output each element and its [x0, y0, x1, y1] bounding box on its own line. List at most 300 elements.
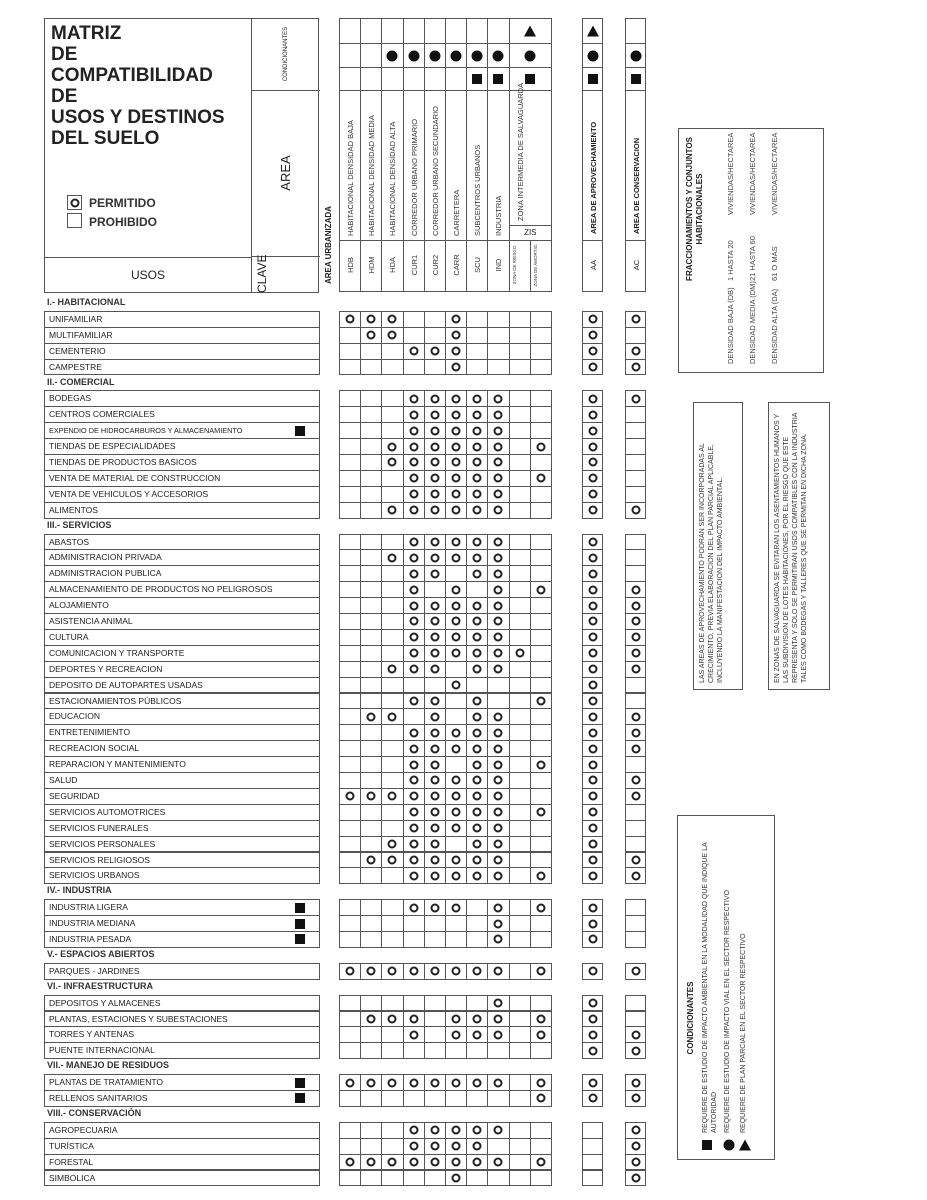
matrix-cell: [360, 597, 382, 614]
matrix-cell: [487, 359, 509, 376]
permitted-icon: [409, 1126, 418, 1135]
permitted-icon: [452, 744, 461, 753]
matrix-cell: [509, 629, 531, 646]
use-label: [44, 1074, 320, 1091]
matrix-cell: [466, 931, 488, 948]
use-label-text: TIENDAS DE ESPECIALIDADES: [49, 441, 176, 452]
matrix-cell: [403, 422, 425, 439]
matrix-cell: [487, 867, 509, 884]
table-row: [0, 406, 660, 423]
use-label-text: ALOJAMIENTO: [49, 600, 109, 611]
matrix-cell: [530, 740, 552, 757]
matrix-cell: [445, 390, 467, 407]
matrix-cell: [530, 343, 552, 360]
matrix-cell: [466, 995, 488, 1012]
permitted-icon: [588, 744, 597, 753]
permitted-icon: [388, 1014, 397, 1023]
permitted-icon: [494, 569, 503, 578]
use-label-text: EDUCACION: [49, 711, 101, 722]
matrix-cell: [381, 343, 403, 360]
ac-cell: [625, 1026, 646, 1043]
matrix-cell: [487, 995, 509, 1012]
ac-cell: [625, 1011, 646, 1028]
permitted-icon: [452, 776, 461, 785]
matrix-cell: [530, 502, 552, 519]
permitted-icon: [452, 394, 461, 403]
matrix-cell: [403, 931, 425, 948]
table-row: [0, 995, 660, 1012]
matrix-cell: [530, 661, 552, 678]
ac-cell: [625, 661, 646, 678]
table-row: [0, 422, 660, 439]
use-label-text: EXPENDIO DE HIDROCARBUROS Y ALMACENAMIENTO: [49, 426, 243, 436]
matrix-cell: [381, 963, 403, 980]
matrix-cell: [445, 963, 467, 980]
use-label: [44, 1138, 320, 1155]
use-label-text: FORESTAL: [49, 1156, 94, 1167]
fraccionamientos-rows: [719, 132, 785, 364]
permitted-icon: [409, 553, 418, 562]
permitted-icon: [631, 1078, 640, 1087]
matrix-cell: [360, 422, 382, 439]
matrix-cell: [424, 724, 446, 741]
matrix-cell: [530, 359, 552, 376]
table-row: [0, 756, 660, 773]
matrix-cell: [445, 565, 467, 582]
matrix-cell: [360, 581, 382, 598]
aa-cell: [582, 693, 603, 710]
permitted-icon: [631, 585, 640, 594]
matrix-cell: [509, 756, 531, 773]
matrix-cell: [360, 406, 382, 423]
permitted-icon: [388, 553, 397, 562]
permitted-icon: [473, 696, 482, 705]
matrix-cell: [530, 311, 552, 328]
use-label-text: DEPOSITO DE AUTOPARTES USADAS: [49, 679, 203, 690]
permitted-icon: [588, 601, 597, 610]
density-label: DENSIDAD BAJA (DB): [725, 287, 735, 364]
permitted-icon: [367, 855, 376, 864]
matrix-cell: [381, 438, 403, 455]
matrix-cell: [381, 486, 403, 503]
matrix-cell: [466, 1011, 488, 1028]
title-line: MATRIZ: [51, 23, 122, 44]
matrix-cell: [381, 597, 403, 614]
use-label: [44, 613, 320, 630]
permitted-icon: [430, 426, 439, 435]
permitted-icon: [631, 728, 640, 737]
permitted-icon: [473, 1142, 482, 1151]
matrix-cell: [360, 915, 382, 932]
use-label: [44, 899, 320, 916]
permitted-icon: [494, 601, 503, 610]
ac-name: AREA DE CONSERVACION: [632, 137, 641, 234]
aa-cell: [582, 486, 603, 503]
matrix-cell: [360, 756, 382, 773]
permitted-icon: [588, 808, 597, 817]
matrix-cell: [339, 756, 361, 773]
table-row: [0, 534, 660, 551]
permitted-icon: [494, 553, 503, 562]
matrix-cell: [530, 804, 552, 821]
permitted-icon: [409, 537, 418, 546]
condicionantes-content: [678, 814, 776, 1159]
matrix-cell: [339, 597, 361, 614]
permitted-icon: [409, 617, 418, 626]
condicionante-item: [701, 820, 719, 1153]
square-condition-icon: [295, 1078, 305, 1088]
permitted-icon: [494, 633, 503, 642]
matrix-cell: [445, 772, 467, 789]
matrix-cell: [339, 995, 361, 1012]
permitted-icon: [409, 601, 418, 610]
permitted-icon: [452, 474, 461, 483]
table-row: [0, 852, 660, 869]
permitted-icon: [473, 1158, 482, 1167]
matrix-cell: [339, 1154, 361, 1171]
permitted-icon: [473, 855, 482, 864]
use-label: [44, 438, 320, 455]
permitted-icon: [473, 649, 482, 658]
permitted-icon: [473, 490, 482, 499]
table-row: [0, 311, 660, 328]
matrix-cell: [360, 613, 382, 630]
condition-cell: [381, 43, 403, 68]
ac-cell: [625, 804, 646, 821]
column-code: ZONA DE AMORTIG.: [532, 243, 538, 287]
ac-cell: [625, 645, 646, 662]
permitted-icon: [494, 426, 503, 435]
matrix-cell: [339, 613, 361, 630]
matrix-cell: [487, 756, 509, 773]
matrix-cell: [360, 486, 382, 503]
matrix-cell: [466, 852, 488, 869]
condition-cell: [466, 18, 488, 44]
use-label-text: DEPORTES Y RECREACION: [49, 663, 163, 674]
permitted-icon: [452, 1126, 461, 1135]
table-row: [0, 1122, 660, 1139]
permitted-icon: [588, 1014, 597, 1023]
permitted-icon: [452, 1078, 461, 1087]
matrix-cell: [403, 963, 425, 980]
matrix-cell: [466, 486, 488, 503]
matrix-cell: [466, 1042, 488, 1059]
matrix-cell: [445, 534, 467, 551]
matrix-cell: [381, 406, 403, 423]
square-icon: [472, 74, 482, 84]
matrix-cell: [487, 693, 509, 710]
matrix-cell: [403, 629, 425, 646]
matrix-cell: [445, 629, 467, 646]
matrix-cell: [509, 724, 531, 741]
permitted-icon: [430, 569, 439, 578]
permitted-icon: [430, 474, 439, 483]
square-icon: [525, 74, 535, 84]
table-row: [0, 581, 660, 598]
use-label: [44, 804, 320, 821]
matrix-cell: [466, 661, 488, 678]
ac-cell: [625, 343, 646, 360]
matrix-cell: [445, 995, 467, 1012]
matrix-cell: [339, 534, 361, 551]
permitted-icon: [409, 633, 418, 642]
aa-cell: [582, 629, 603, 646]
matrix-cell: [424, 597, 446, 614]
matrix-cell: [424, 820, 446, 837]
matrix-cell: [360, 899, 382, 916]
permitted-icon: [473, 808, 482, 817]
matrix-cell: [509, 836, 531, 853]
matrix-cell: [509, 406, 531, 423]
permitted-icon: [631, 1030, 640, 1039]
permitted-icon: [473, 712, 482, 721]
matrix-cell: [487, 915, 509, 932]
column-name-cell: [424, 90, 446, 241]
permitted-icon: [631, 1046, 640, 1055]
density-range: 1 HASTA 20: [725, 240, 735, 282]
circle-icon: [493, 50, 504, 61]
triangle-icon: [587, 26, 599, 37]
permitted-icon: [536, 442, 545, 451]
table-row: [0, 820, 660, 837]
permitted-icon: [536, 1030, 545, 1039]
permitted-icon: [409, 824, 418, 833]
ac-cell: [625, 629, 646, 646]
matrix-cell: [381, 1122, 403, 1139]
matrix-cell: [424, 1122, 446, 1139]
column-code-cell: [530, 240, 552, 292]
matrix-cell: [424, 772, 446, 789]
aa-condition-cell: [582, 18, 603, 44]
legend-permitted-swatch: [67, 195, 82, 210]
matrix-cell: [487, 1122, 509, 1139]
matrix-cell: [509, 867, 531, 884]
permitted-icon: [494, 394, 503, 403]
permitted-icon: [588, 331, 597, 340]
matrix-cell: [530, 867, 552, 884]
matrix-cell: [509, 1170, 531, 1187]
table-row: [0, 438, 660, 455]
ac-code-cell: [625, 240, 646, 292]
matrix-cell: [403, 327, 425, 344]
matrix-cell: [530, 756, 552, 773]
permitted-icon: [588, 999, 597, 1008]
density-label: DENSIDAD MEDIA (DM): [747, 281, 757, 364]
permitted-icon: [588, 792, 597, 801]
aa-cell: [582, 343, 603, 360]
circle-icon: [451, 50, 462, 61]
table-row: [0, 486, 660, 503]
permitted-icon: [588, 665, 597, 674]
permitted-icon: [409, 840, 418, 849]
matrix-cell: [466, 740, 488, 757]
condicionantes-panel: [677, 815, 775, 1160]
matrix-cell: [530, 645, 552, 662]
matrix-cell: [339, 311, 361, 328]
permitted-icon: [409, 776, 418, 785]
column-name: HABITACIONAL DENSIDAD ALTA: [388, 121, 398, 236]
condition-cell: [445, 67, 467, 91]
matrix-cell: [403, 1090, 425, 1107]
matrix-cell: [360, 1026, 382, 1043]
column-code-cell: [424, 240, 446, 292]
permitted-icon: [631, 394, 640, 403]
area-urbanizada-cell: [322, 90, 336, 290]
permitted-icon: [631, 712, 640, 721]
matrix-cell: [424, 581, 446, 598]
matrix-cell: [381, 1154, 403, 1171]
table-row: [0, 804, 660, 821]
matrix-cell: [466, 359, 488, 376]
matrix-cell: [509, 470, 531, 487]
matrix-cell: [509, 1074, 531, 1091]
matrix-cell: [360, 359, 382, 376]
use-label: [44, 454, 320, 471]
matrix-cell: [360, 1138, 382, 1155]
matrix-cell: [381, 629, 403, 646]
permitted-icon: [473, 601, 482, 610]
permitted-icon: [588, 410, 597, 419]
column-name-cell: [339, 90, 361, 241]
matrix-cell: [466, 549, 488, 566]
circle-icon: [525, 50, 536, 61]
matrix-cell: [381, 899, 403, 916]
table-row: [0, 613, 660, 630]
permitted-icon: [430, 696, 439, 705]
aa-condition-cell: [582, 67, 603, 91]
matrix-cell: [403, 867, 425, 884]
use-label-text: ASISTENCIA ANIMAL: [49, 616, 133, 626]
matrix-cell: [445, 756, 467, 773]
permitted-icon: [409, 903, 418, 912]
matrix-cell: [381, 1090, 403, 1107]
permitted-icon: [631, 967, 640, 976]
aa-cell: [582, 534, 603, 551]
matrix-cell: [530, 534, 552, 551]
matrix-cell: [509, 343, 531, 360]
matrix-cell: [381, 995, 403, 1012]
matrix-cell: [360, 470, 382, 487]
matrix-cell: [339, 1026, 361, 1043]
matrix-cell: [381, 534, 403, 551]
triangle-icon: [524, 26, 536, 37]
matrix-cell: [487, 788, 509, 805]
matrix-cell: [487, 899, 509, 916]
use-label-text: AGROPECUARIA: [49, 1124, 118, 1135]
permitted-icon: [588, 506, 597, 515]
density-unit: VIVIENDAS/HECTAREA: [747, 132, 757, 215]
use-label-text: SERVICIOS URBANOS: [49, 870, 140, 881]
matrix-cell: [466, 534, 488, 551]
ac-cell: [625, 820, 646, 837]
matrix-cell: [487, 629, 509, 646]
use-label: [44, 756, 320, 773]
circle-icon: [429, 50, 440, 61]
matrix-cell: [466, 724, 488, 741]
circle-icon: [472, 50, 483, 61]
matrix-cell: [466, 565, 488, 582]
permitted-icon: [409, 728, 418, 737]
matrix-cell: [381, 820, 403, 837]
permitted-icon: [452, 967, 461, 976]
legend-prohibited-swatch: [67, 213, 82, 228]
permitted-icon: [494, 490, 503, 499]
matrix-cell: [360, 677, 382, 694]
matrix-cell: [403, 836, 425, 853]
permitted-icon: [631, 776, 640, 785]
permitted-icon: [430, 903, 439, 912]
permitted-icon: [473, 760, 482, 769]
matrix-cell: [509, 359, 531, 376]
usos-header: USOS: [45, 257, 251, 293]
column-code: SCU: [473, 257, 483, 273]
permitted-icon: [430, 808, 439, 817]
matrix-cell: [339, 645, 361, 662]
aa-cell: [582, 820, 603, 837]
matrix-cell: [530, 1090, 552, 1107]
aa-cell: [582, 1138, 603, 1155]
permitted-icon: [473, 617, 482, 626]
matrix-cell: [530, 470, 552, 487]
permitted-icon: [409, 569, 418, 578]
matrix-cell: [509, 1026, 531, 1043]
matrix-cell: [466, 1074, 488, 1091]
permitted-icon: [367, 1078, 376, 1087]
use-label: [44, 867, 320, 884]
matrix-cell: [360, 1011, 382, 1028]
permitted-icon: [452, 728, 461, 737]
condition-cell: [466, 67, 488, 91]
permitted-icon: [346, 792, 355, 801]
matrix-cell: [445, 1011, 467, 1028]
permitted-circle-icon: [70, 198, 79, 207]
permitted-icon: [452, 824, 461, 833]
use-label: [44, 422, 320, 439]
matrix-cell: [424, 693, 446, 710]
matrix-cell: [424, 995, 446, 1012]
matrix-cell: [424, 343, 446, 360]
permitted-icon: [409, 871, 418, 880]
use-label: [44, 597, 320, 614]
note-zis-panel: [768, 402, 830, 690]
circle-shape: [724, 1140, 735, 1151]
use-label: [44, 1122, 320, 1139]
permitted-icon: [409, 490, 418, 499]
matrix-cell: [424, 534, 446, 551]
permitted-icon: [430, 967, 439, 976]
use-label-text: INDUSTRIA LIGERA: [49, 902, 128, 913]
permitted-icon: [388, 712, 397, 721]
matrix-cell: [381, 454, 403, 471]
permitted-icon: [388, 665, 397, 674]
matrix-cell: [487, 327, 509, 344]
matrix-cell: [466, 645, 488, 662]
permitted-icon: [409, 792, 418, 801]
permitted-icon: [409, 1142, 418, 1151]
permitted-icon: [430, 840, 439, 849]
aa-cell: [582, 406, 603, 423]
matrix-cell: [509, 708, 531, 725]
matrix-cell: [381, 311, 403, 328]
permitted-icon: [409, 665, 418, 674]
use-label-text: SERVICIOS RELIGIOSOS: [49, 854, 150, 865]
condition-cell: [403, 18, 425, 44]
permitted-icon: [494, 442, 503, 451]
use-label: [44, 995, 320, 1012]
table-row: [0, 645, 660, 662]
use-label: [44, 963, 320, 980]
area-urbanizada-label: AREA URBANIZADA: [324, 206, 333, 284]
